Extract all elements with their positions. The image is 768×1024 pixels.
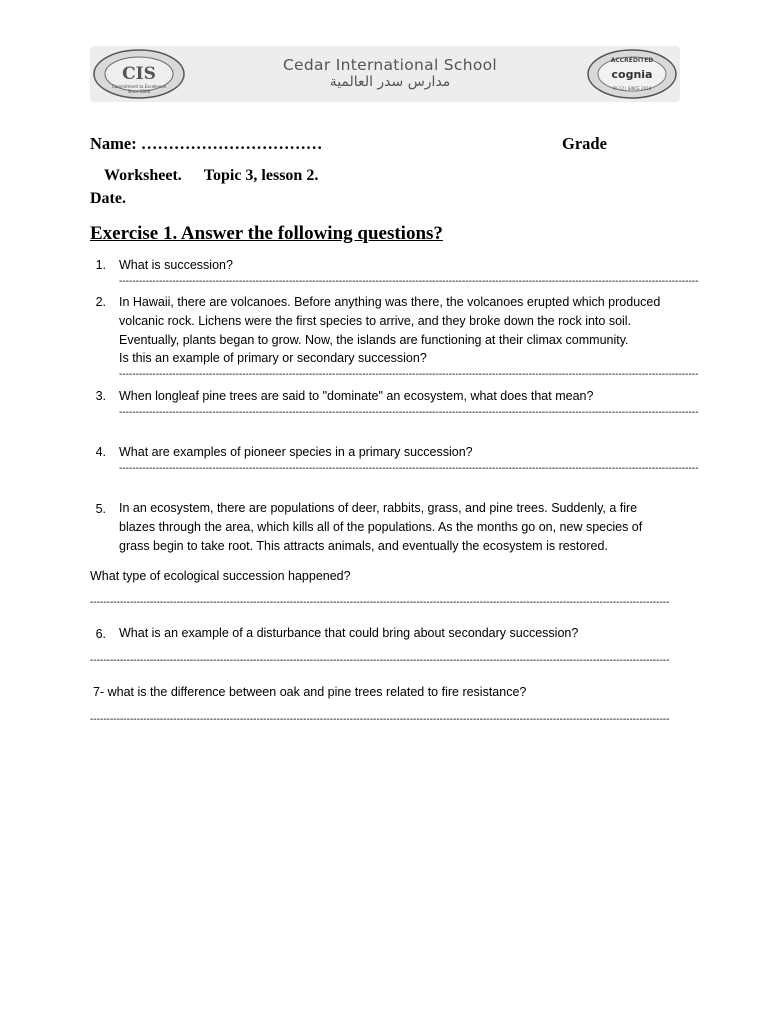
question-line: When longleaf pine trees are said to "dominate" an ecosystem, what does that mean? [119, 389, 594, 403]
question-number: 2. [95, 295, 106, 309]
question-line: In Hawaii, there are volcanoes. Before anything was there, the volcanoes erupted which produced [119, 295, 661, 309]
question-line: grass begin to take root. This attracts animals, and eventually the ecosystem is restored. [119, 538, 608, 553]
svg-text:Commitment to Excellence: Commitment to Excellence [111, 84, 167, 89]
question-line: In an ecosystem, there are populations of deer, rabbits, grass, and pine trees. Suddenly, a fire [119, 501, 638, 515]
svg-text:cognia: cognia [611, 68, 653, 81]
exercise-title: Exercise 1. Answer the following questions? [90, 223, 443, 244]
question-5-text [119, 499, 642, 555]
worksheet-topic-line [104, 167, 318, 185]
school-name-english: Cedar International School [282, 56, 498, 74]
question-line: Is this an example of primary or secondary succession? [119, 351, 427, 366]
question-line: blazes through the area, which kills all of the populations. As the months go on, new species of [119, 519, 643, 534]
question-number: 5. [95, 502, 106, 516]
question-number: 6. [95, 627, 106, 641]
question-line: Eventually, plants began to grow. Now, the islands are functioning at their climax community. [119, 332, 629, 347]
svg-text:Since 2006: Since 2006 [127, 89, 151, 94]
question-line: What are examples of pioneer species in a primary succession? [119, 445, 473, 459]
cis-logo [92, 48, 186, 100]
school-name-arabic: مدارس سدر العالمية [329, 74, 451, 90]
question-5-followup: What type of ecological succession happened? [90, 569, 351, 583]
answer-line[interactable]: ------------------------------------------------------------------------------------------------------------------------------------------------------------------------------ [90, 655, 670, 666]
question-number: 3. [95, 389, 106, 403]
cognia-accreditation-logo [585, 48, 679, 100]
topic-label: Topic 3, lesson 2. [203, 167, 319, 184]
answer-line[interactable]: ------------------------------------------------------------------------------------------------------------------------------------------------------------------------------ [90, 714, 670, 725]
answer-line[interactable]: ------------------------------------------------------------------------------------------------------------------------------------------------------------------------------ [119, 276, 699, 287]
grade-label: Grade [562, 134, 607, 153]
answer-line[interactable]: ------------------------------------------------------------------------------------------------------------------------------------------------------------------------------ [119, 463, 699, 474]
question-number: 1. [95, 258, 106, 272]
question-line: volcanic rock. Lichens were the first species to arrive, and they broke down the rock into soil. [119, 313, 632, 328]
question-2-text [119, 293, 660, 368]
svg-text:ACCREDITED: ACCREDITED [610, 57, 654, 64]
worksheet-label: Worksheet. [104, 167, 182, 184]
question-3-text [119, 387, 593, 406]
svg-text:PK-12 | SINCE 2016: PK-12 | SINCE 2016 [612, 86, 652, 91]
question-6-text [119, 624, 578, 643]
question-1-text [119, 256, 233, 275]
name-field-label: Name: …………………………… [90, 134, 323, 153]
answer-line[interactable]: ------------------------------------------------------------------------------------------------------------------------------------------------------------------------------ [119, 407, 699, 418]
question-7-text: 7- what is the difference between oak and pine trees related to fire resistance? [93, 685, 527, 699]
question-line: What is succession? [119, 258, 233, 272]
answer-line[interactable]: ------------------------------------------------------------------------------------------------------------------------------------------------------------------------------ [119, 369, 699, 380]
question-4-text [119, 443, 473, 462]
question-line: What is an example of a disturbance that could bring about secondary succession? [119, 626, 579, 640]
date-label: Date. [90, 190, 126, 207]
question-number: 4. [95, 445, 106, 459]
svg-text:CIS: CIS [122, 64, 156, 84]
answer-line[interactable]: ------------------------------------------------------------------------------------------------------------------------------------------------------------------------------ [90, 597, 670, 608]
